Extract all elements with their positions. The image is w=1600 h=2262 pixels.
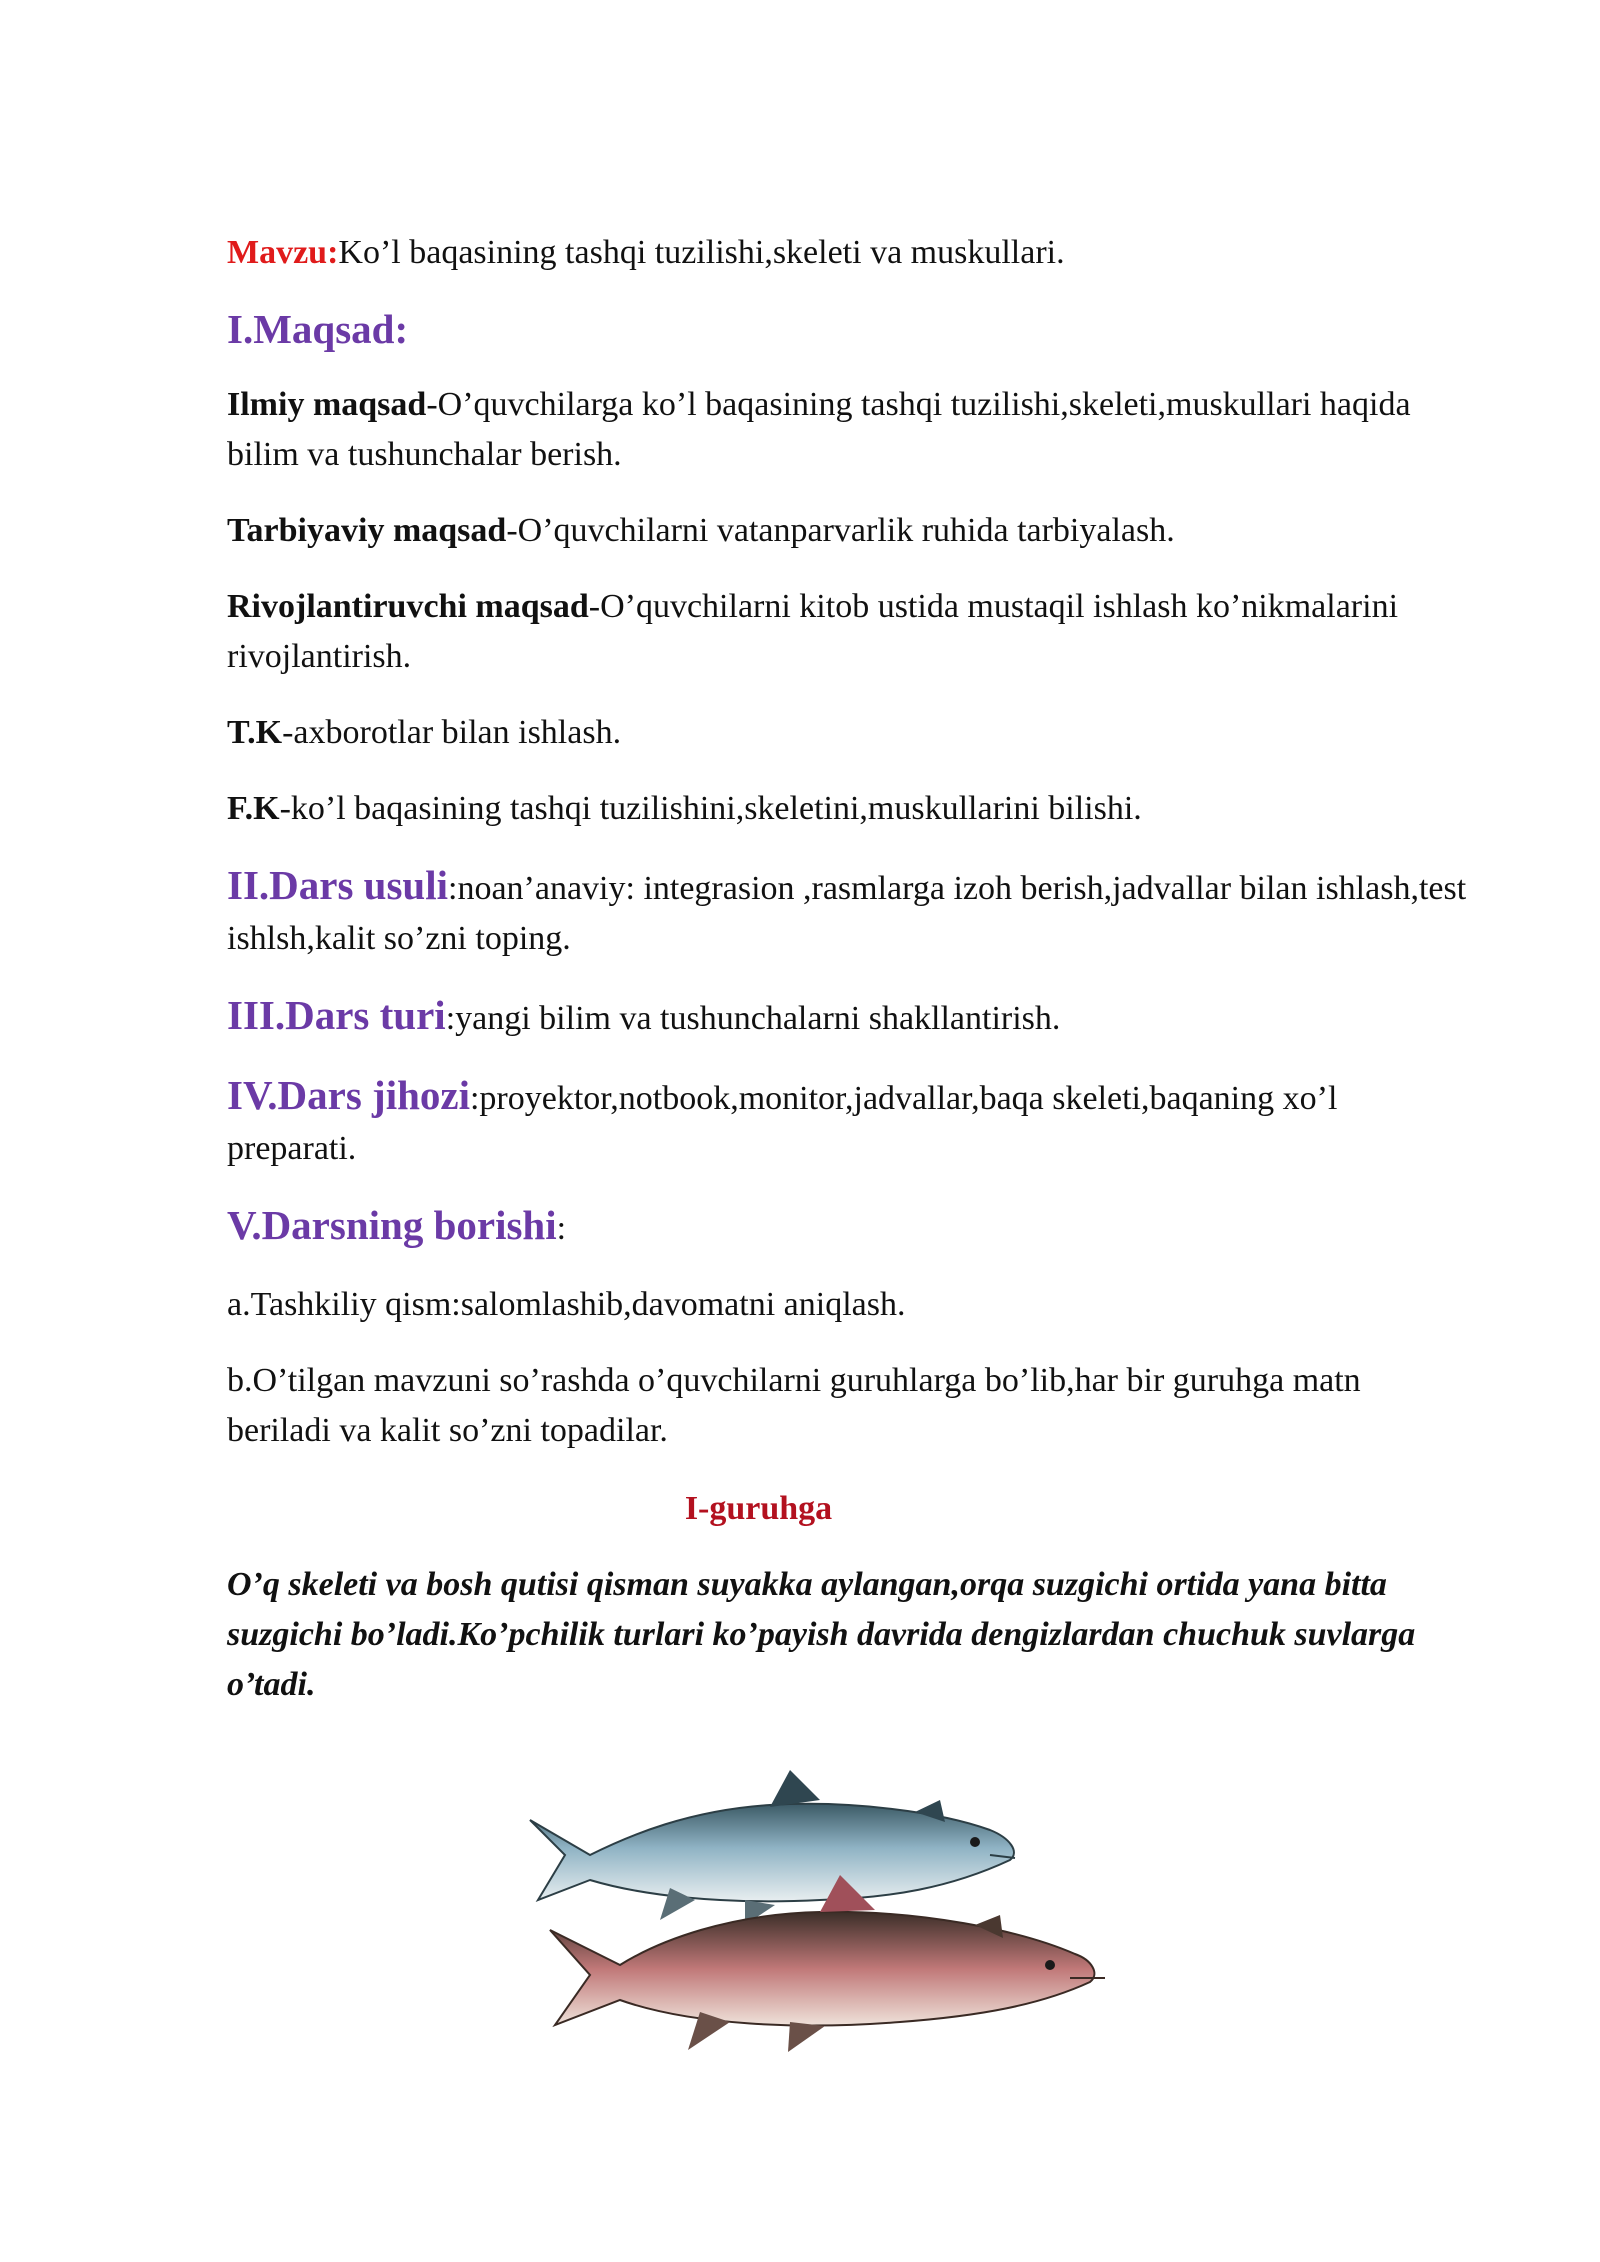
section-method	[227, 860, 1470, 964]
goal-scientific-text: -O’quvchilarga ko’l baqasining tashqi tuzilishi,skeleti,muskullari haqida bilim va tushunchalar berish.	[227, 386, 1411, 473]
section-equipment-text: :proyektor,notbook,monitor,jadvallar,baqa skeleti,baqaning xo’l preparati.	[227, 1080, 1338, 1167]
group-text: O’q skeleti va bosh qutisi qisman suyakka aylangan,orqa suzgichi ortida yana bitta suzgichi bo’ladi.Ko’pchilik turlari ko’payish davrida dengizlardan chuchuk suvlarga o’tadi.	[227, 1566, 1416, 1703]
goal-scientific-label: Ilmiy maqsad	[227, 386, 427, 423]
topic-line	[227, 228, 1470, 278]
section-type	[227, 990, 1470, 1044]
goal-fk-label: F.K	[227, 790, 280, 827]
goal-developmental	[227, 582, 1470, 682]
goal-educational-label: Tarbiyaviy maqsad	[227, 512, 507, 549]
section-method-text: :noan’anaviy: integrasion ,rasmlarga izoh berish,jadvallar bilan ishlash,test ishlsh,kalit so’zni toping.	[227, 870, 1467, 957]
lower-fish	[550, 1875, 1105, 2052]
section-progress-text: :	[556, 1210, 567, 1247]
goal-tk-label: T.K	[227, 714, 283, 751]
goal-developmental-label: Rivojlantiruvchi maqsad	[227, 588, 589, 625]
section-type-label: III.Dars turi	[227, 992, 446, 1038]
step-b: b.O’tilgan mavzuni so’rashda o’quvchilarni guruhlarga bo’lib,har bir guruhga matn beriladi va kalit so’zni topadilar.	[227, 1362, 1361, 1449]
section-type-text: :yangi bilim va tushunchalarni shakllantirish.	[445, 1000, 1061, 1037]
upper-fish	[530, 1770, 1015, 1925]
salmon-fish-illustration	[520, 1760, 1130, 2080]
goal-fk-text: -ko’l baqasining tashqi tuzilishini,skeletini,muskullarini bilishi.	[279, 790, 1142, 827]
goal-tk-text: -axborotlar bilan ishlash.	[282, 714, 622, 751]
goal-educational-text: -O’quvchilarni vatanparvarlik ruhida tarbiyalash.	[506, 512, 1175, 549]
step-a: a.Tashkiliy qism:salomlashib,davomatni aniqlash.	[227, 1286, 906, 1323]
section-equipment-label: IV.Dars jihozi	[227, 1072, 470, 1118]
section-progress	[227, 1200, 1470, 1254]
goal-fk	[227, 784, 1470, 834]
section-method-label: II.Dars usuli	[227, 862, 449, 908]
goal-heading: I.Maqsad:	[227, 306, 409, 352]
section-equipment	[227, 1070, 1470, 1174]
section-progress-label: V.Darsning borishi	[227, 1202, 557, 1248]
goal-educational	[227, 506, 1470, 556]
topic-text: Ko’l baqasining tashqi tuzilishi,skeleti va muskullari.	[338, 234, 1065, 271]
group-title: I-guruhga	[684, 1490, 833, 1527]
goal-developmental-text: -O’quvchilarni kitob ustida mustaqil ishlash ko’nikmalarini rivojlantirish.	[227, 588, 1399, 675]
goal-tk	[227, 708, 1470, 758]
topic-label: Mavzu:	[227, 234, 339, 271]
goal-scientific	[227, 380, 1470, 480]
